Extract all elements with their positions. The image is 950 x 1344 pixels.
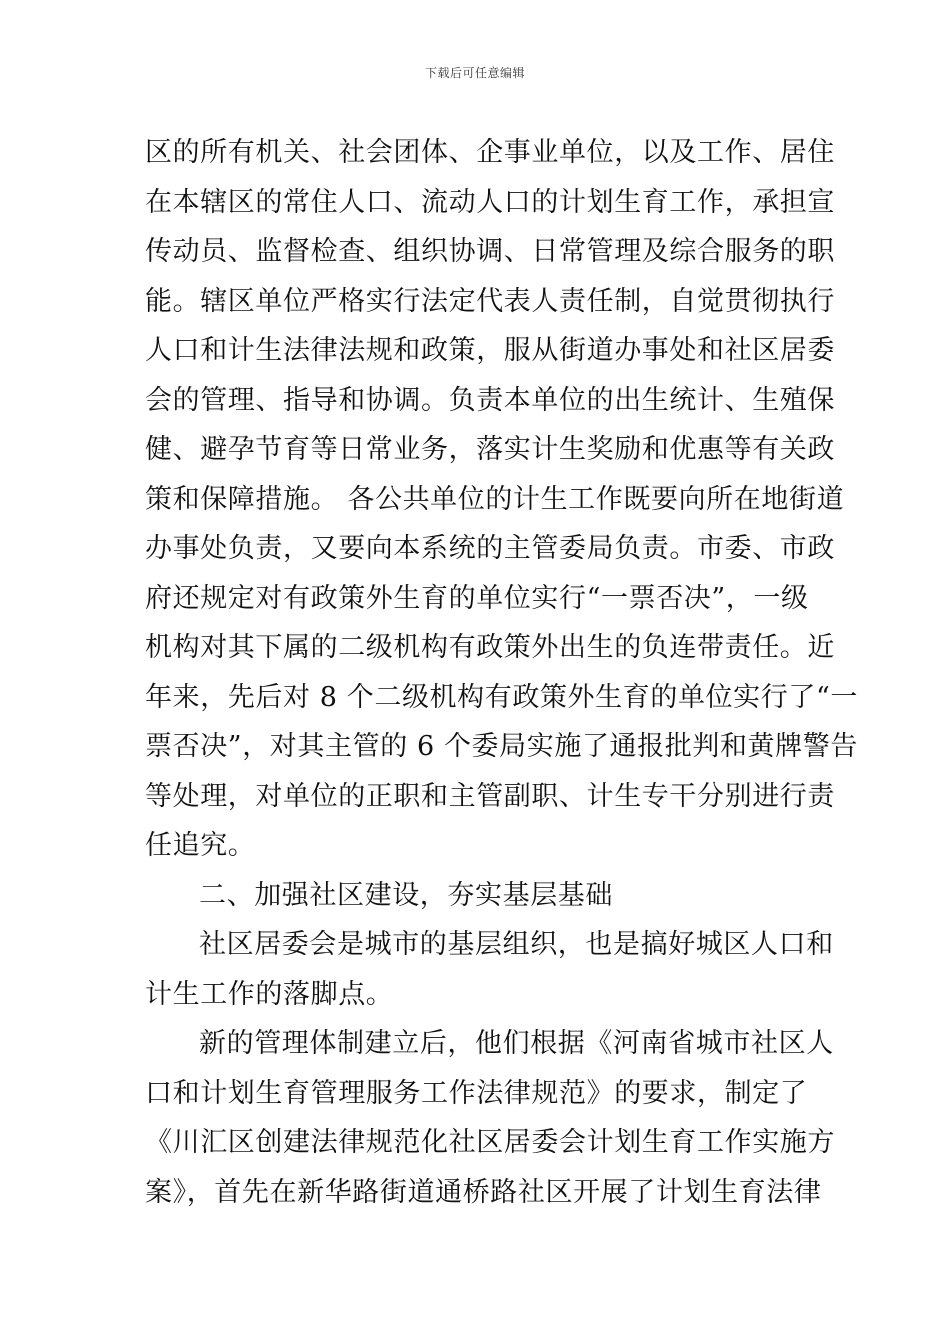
text-line: 区的所有机关、社会团体、企事业单位，以及工作、居住 bbox=[145, 137, 835, 168]
text-line: 计生工作的落脚点。 bbox=[145, 978, 394, 1010]
text-line: 策和保障措施。 各公共单位的计生工作既要向所在地街道 bbox=[145, 483, 845, 515]
text-line: 年来，先后对 8 个二级机构有政策外生育的单位实行了“一 bbox=[145, 681, 858, 713]
text-line: 在本辖区的常住人口、流动人口的计划生育工作，承担宣 bbox=[145, 186, 835, 218]
text-line: 口和计划生育管理服务工作法律规范》的要求，制定了 bbox=[145, 1077, 808, 1109]
text-line: 任追究。 bbox=[145, 830, 256, 861]
text-line: 办事处负责，又要向本系统的主管委局负责。市委、市政 bbox=[145, 533, 835, 564]
text-line: 等处理，对单位的正职和主管副职、计生专干分别进行责 bbox=[145, 780, 835, 812]
text-line: 人口和计生法律法规和政策，服从街道办事处和社区居委 bbox=[145, 335, 835, 366]
section-heading: 二、加强社区建设，夯实基层基础 bbox=[199, 879, 613, 911]
page-header: 下载后可任意编辑 bbox=[424, 66, 525, 80]
text-line: 机构对其下属的二级机构有政策外出生的负连带责任。近 bbox=[145, 632, 835, 663]
text-line: 传动员、监督检查、组织协调、日常管理及综合服务的职 bbox=[145, 236, 835, 267]
text-line: 《川汇区创建法律规范化社区居委会计划生育工作实施方 bbox=[145, 1127, 835, 1158]
text-line: 会的管理、指导和协调。负责本单位的出生统计、生殖保 bbox=[145, 384, 835, 416]
text-line: 票否决”，对其主管的 6 个委局实施了通报批判和黄牌警告 bbox=[145, 731, 858, 762]
text-line: 健、避孕节育等日常业务，落实计生奖励和优惠等有关政 bbox=[145, 434, 835, 465]
text-line: 社区居委会是城市的基层组织，也是搞好城区人口和 bbox=[199, 929, 834, 960]
document-body bbox=[145, 128, 858, 1217]
text-line: 府还规定对有政策外生育的单位实行“一票否决”，一级 bbox=[145, 582, 809, 614]
text-line: 案》，首先在新华路街道通桥路社区开展了计划生育法律 bbox=[145, 1176, 822, 1208]
text-line: 新的管理体制建立后，他们根据《河南省城市社区人 bbox=[199, 1028, 834, 1059]
text-line: 能。辖区单位严格实行法定代表人责任制，自觉贯彻执行 bbox=[145, 285, 835, 317]
